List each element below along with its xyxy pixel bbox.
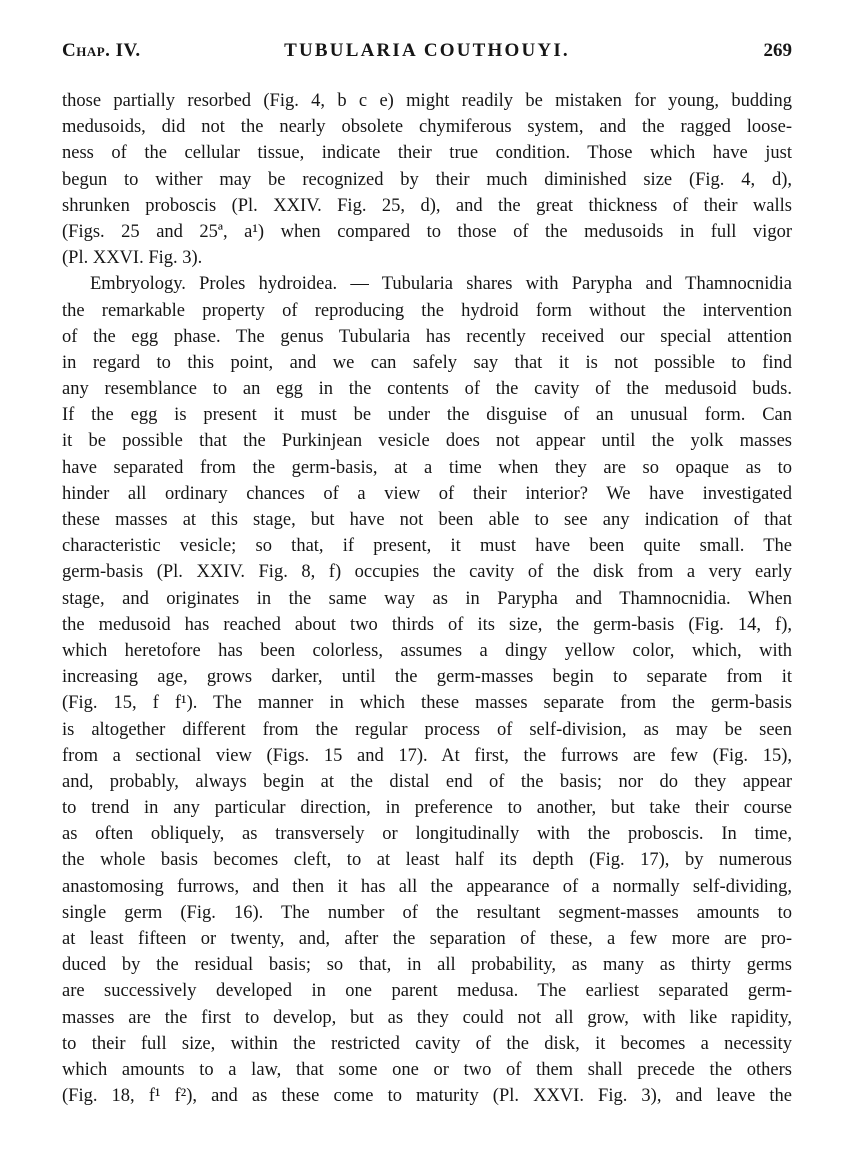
text-line: single germ (Fig. 16). The number of the resultant segment-masses amounts to [62,902,792,923]
text-line: (Fig. 15, f f¹). The manner in which these masses separate from the germ-basis [62,693,792,714]
text-line: germ-basis (Pl. XXIV. Fig. 8, f) occupies the cavity of the disk from a very early [62,562,792,583]
text-line: these masses at this stage, but have not been able to see any indication of that [62,510,792,530]
text-line: increasing age, grows darker, until the germ-masses begin to separate from it [62,667,792,688]
text-line: those partially resorbed (Fig. 4, b c e) might readily be mistaken for young, budding [62,91,792,111]
text-line: of the egg phase. The genus Tubularia has recently received our special attention [62,326,792,347]
text-line: shrunken proboscis (Pl. XXIV. Fig. 25, d), and the great thickness of their walls [62,195,792,216]
text-line: the remarkable property of reproducing the hydroid form without the intervention [62,300,792,321]
text-line: in regard to this point, and we can safely say that it is not possible to find [62,352,792,373]
text-line: anastomosing furrows, and then it has all the appearance of a normally self-dividing, [62,876,792,897]
text-line: to their full size, within the restricted cavity of the disk, it becomes a necessity [62,1033,792,1054]
text-line: is altogether different from the regular process of self-division, as may be seen [62,719,792,740]
text-line: masses are the first to develop, but as they could not all grow, with like rapidity, [62,1007,792,1028]
text-line: the medusoid has reached about two thirds of its size, the germ-basis (Fig. 14, f), [62,614,792,635]
text-line: ness of the cellular tissue, indicate their true condition. Those which have just [62,143,792,164]
text-line: which amounts to a law, that some one or two of them shall precede the others [62,1059,792,1080]
text-line: from a sectional view (Figs. 15 and 17). At first, the furrows are few (Fig. 15), [62,745,792,766]
text-line: the whole basis becomes cleft, to at least half its depth (Fig. 17), by numerous [62,850,792,871]
text-line: any resemblance to an egg in the contents of the cavity of the medusoid buds. [62,379,792,400]
text-line: Embryology. Proles hydroidea. — Tubularia shares with Parypha and Thamnocnidia [90,274,792,295]
text-line: duced by the residual basis; so that, in all probability, as many as thirty germs [62,955,792,976]
text-line: (Pl. XXVI. Fig. 3). [62,248,203,269]
running-header [62,40,792,68]
text-line: (Fig. 18, f¹ f²), and as these come to maturity (Pl. XXVI. Fig. 3), and leave the [62,1086,792,1107]
running-title: TUBULARIA COUTHOUYI. [284,40,570,61]
text-line: hinder all ordinary chances of a view of their interior? We have investigated [62,483,792,504]
text-line: to trend in any particular direction, in preference to another, but take their course [62,798,792,819]
body-text [62,88,792,1109]
text-line: which heretofore has been colorless, assumes a dingy yellow color, which, with [62,640,792,661]
text-line: at least fifteen or twenty, and, after the separation of these, a few more are pro- [62,929,792,949]
text-line: have separated from the germ-basis, at a time when they are so opaque as to [62,457,792,478]
text-line: are successively developed in one parent medusa. The earliest separated germ- [62,981,792,1002]
text-line: characteristic vesicle; so that, if present, it must have been quite small. The [62,536,792,557]
text-line: and, probably, always begin at the distal end of the basis; nor do they appear [62,771,792,792]
text-line: stage, and originates in the same way as in Parypha and Thamnocnidia. When [62,588,792,609]
text-line: medusoids, did not the nearly obsolete chymiferous system, and the ragged loose- [62,117,792,138]
text-line: it be possible that the Purkinjean vesicle does not appear until the yolk masses [62,431,792,452]
text-line: begun to wither may be recognized by their much diminished size (Fig. 4, d), [62,169,792,190]
page-number: 269 [763,40,792,61]
text-line: as often obliquely, as transversely or longitudinally with the proboscis. In time, [62,824,792,845]
text-line: If the egg is present it must be under the disguise of an unusual form. Can [62,405,792,426]
text-line: (Figs. 25 and 25ª, a¹) when compared to those of the medusoids in full vigor [62,221,792,242]
chapter-label: Chap. IV. [62,40,141,61]
